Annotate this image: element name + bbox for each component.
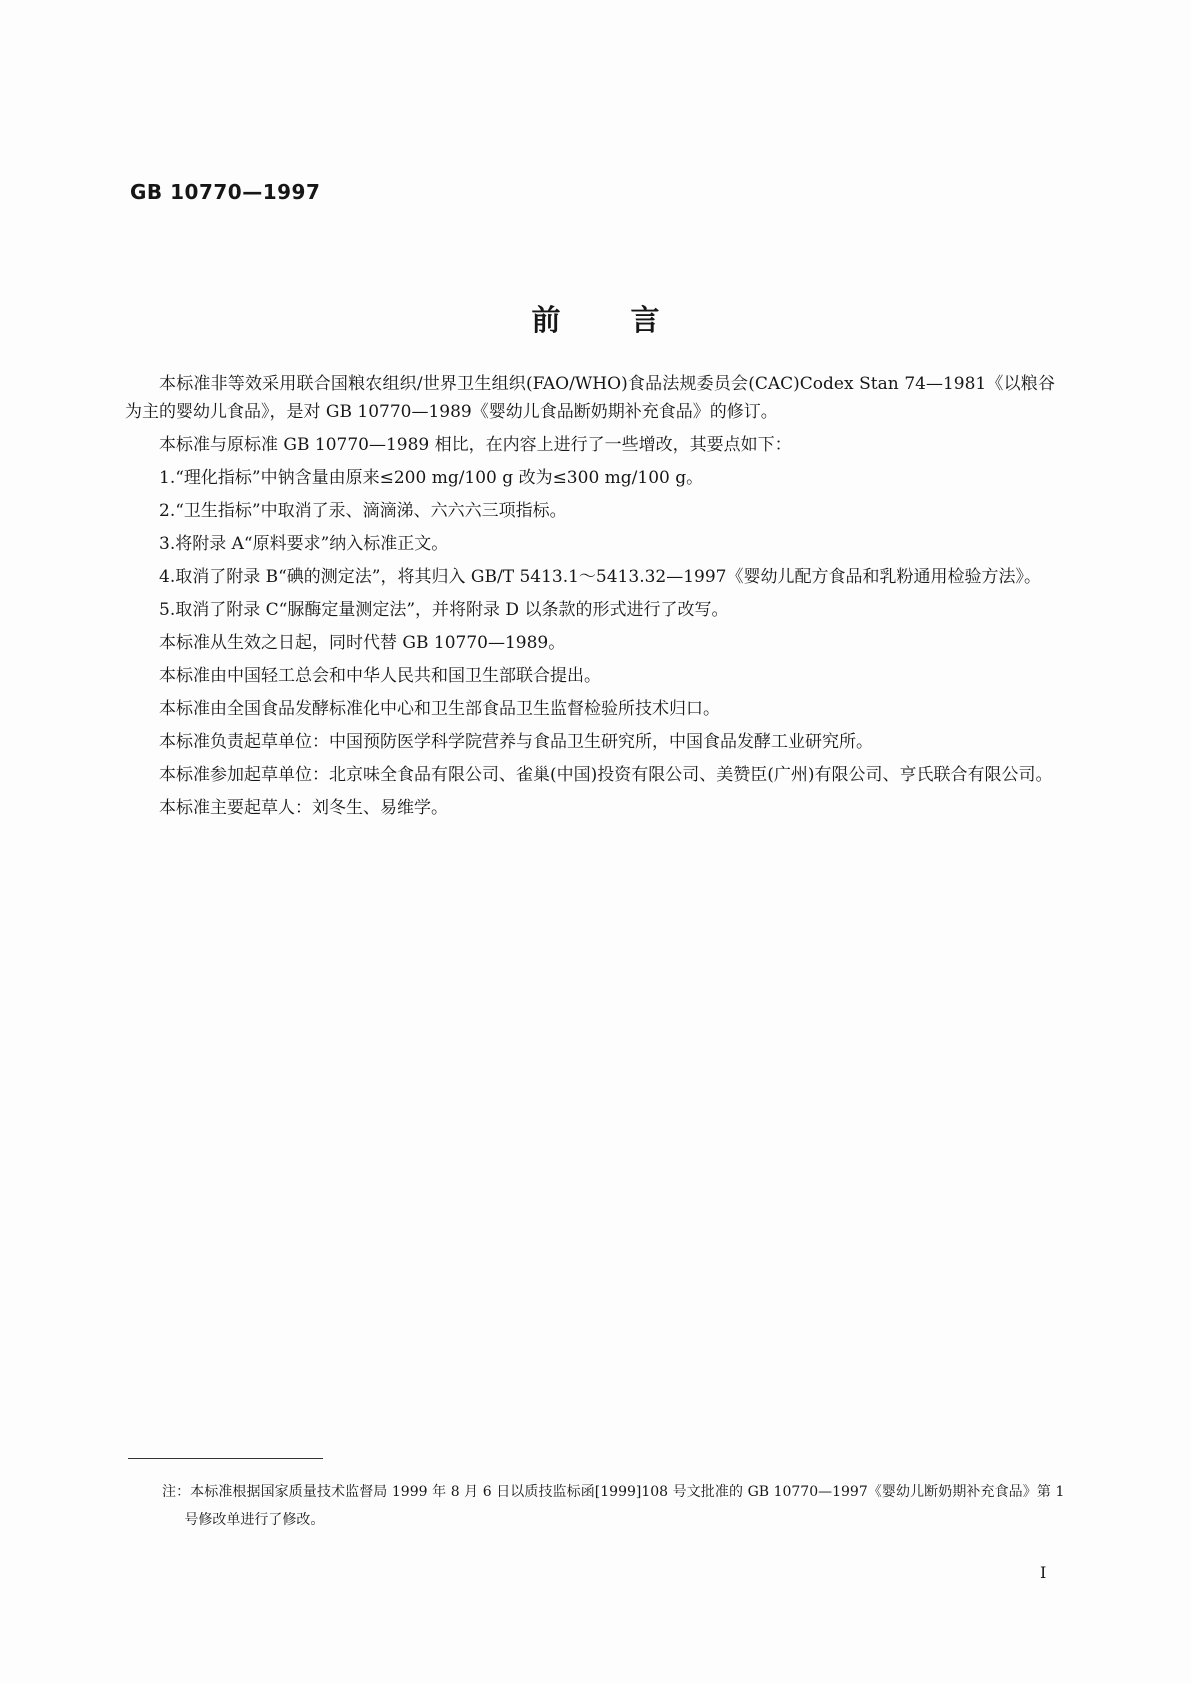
paragraph-adoption: 本标准非等效采用联合国粮农组织/世界卫生组织(FAO/WHO)食品法规委员会(CAC)Codex Stan 74—1981《以粮谷为主的婴幼儿食品》，是对 GB 10770—1989《婴幼儿食品断奶期补充食品》的修订。 <box>125 374 1055 422</box>
paragraph-technical-centralizer: 本标准由全国食品发酵标准化中心和卫生部食品卫生监督检验所技术归口。 <box>159 699 720 719</box>
paragraph-change-3: 3.将附录 A“原料要求”纳入标准正文。 <box>159 534 449 554</box>
paragraph-main-drafters: 本标准主要起草人：刘冬生、易维学。 <box>159 798 448 818</box>
page-title: 前言 <box>531 303 730 337</box>
paragraph-changes-intro: 本标准与原标准 GB 10770—1989 相比，在内容上进行了一些增改，其要点如下： <box>159 435 792 455</box>
standard-number: GB 10770—1997 <box>130 180 321 204</box>
paragraph-proposer: 本标准由中国轻工总会和中华人民共和国卫生部联合提出。 <box>159 666 601 686</box>
footnote-divider <box>128 1458 323 1459</box>
page-number: I <box>1040 1563 1047 1582</box>
foreword-body <box>125 370 1055 827</box>
paragraph-responsible-drafters: 本标准负责起草单位：中国预防医学科学院营养与食品卫生研究所，中国食品发酵工业研究所。 <box>159 732 873 752</box>
paragraph-change-2: 2.“卫生指标”中取消了汞、滴滴涕、六六六三项指标。 <box>159 501 567 521</box>
paragraph-replacement: 本标准从生效之日起，同时代替 GB 10770—1989。 <box>159 633 566 653</box>
paragraph-change-1: 1.“理化指标”中钠含量由原来≤200 mg/100 g 改为≤300 mg/100 g。 <box>159 468 704 488</box>
paragraph-participating-drafters: 本标准参加起草单位：北京味全食品有限公司、雀巢(中国)投资有限公司、美赞臣(广州)有限公司、亨氏联合有限公司。 <box>159 765 1053 785</box>
paragraph-change-4: 4.取消了附录 B“碘的测定法”，将其归入 GB/T 5413.1～5413.32—1997《婴幼儿配方食品和乳粉通用检验方法》。 <box>159 567 1041 587</box>
footnote: 注：本标准根据国家质量技术监督局 1999 年 8 月 6 日以质技监标函[1999]108 号文批准的 GB 10770—1997《婴幼儿断奶期补充食品》第 1 号修改单进行了修改。 <box>162 1484 1065 1528</box>
paragraph-change-5: 5.取消了附录 C“脲酶定量测定法”，并将附录 D 以条款的形式进行了改写。 <box>159 600 729 620</box>
